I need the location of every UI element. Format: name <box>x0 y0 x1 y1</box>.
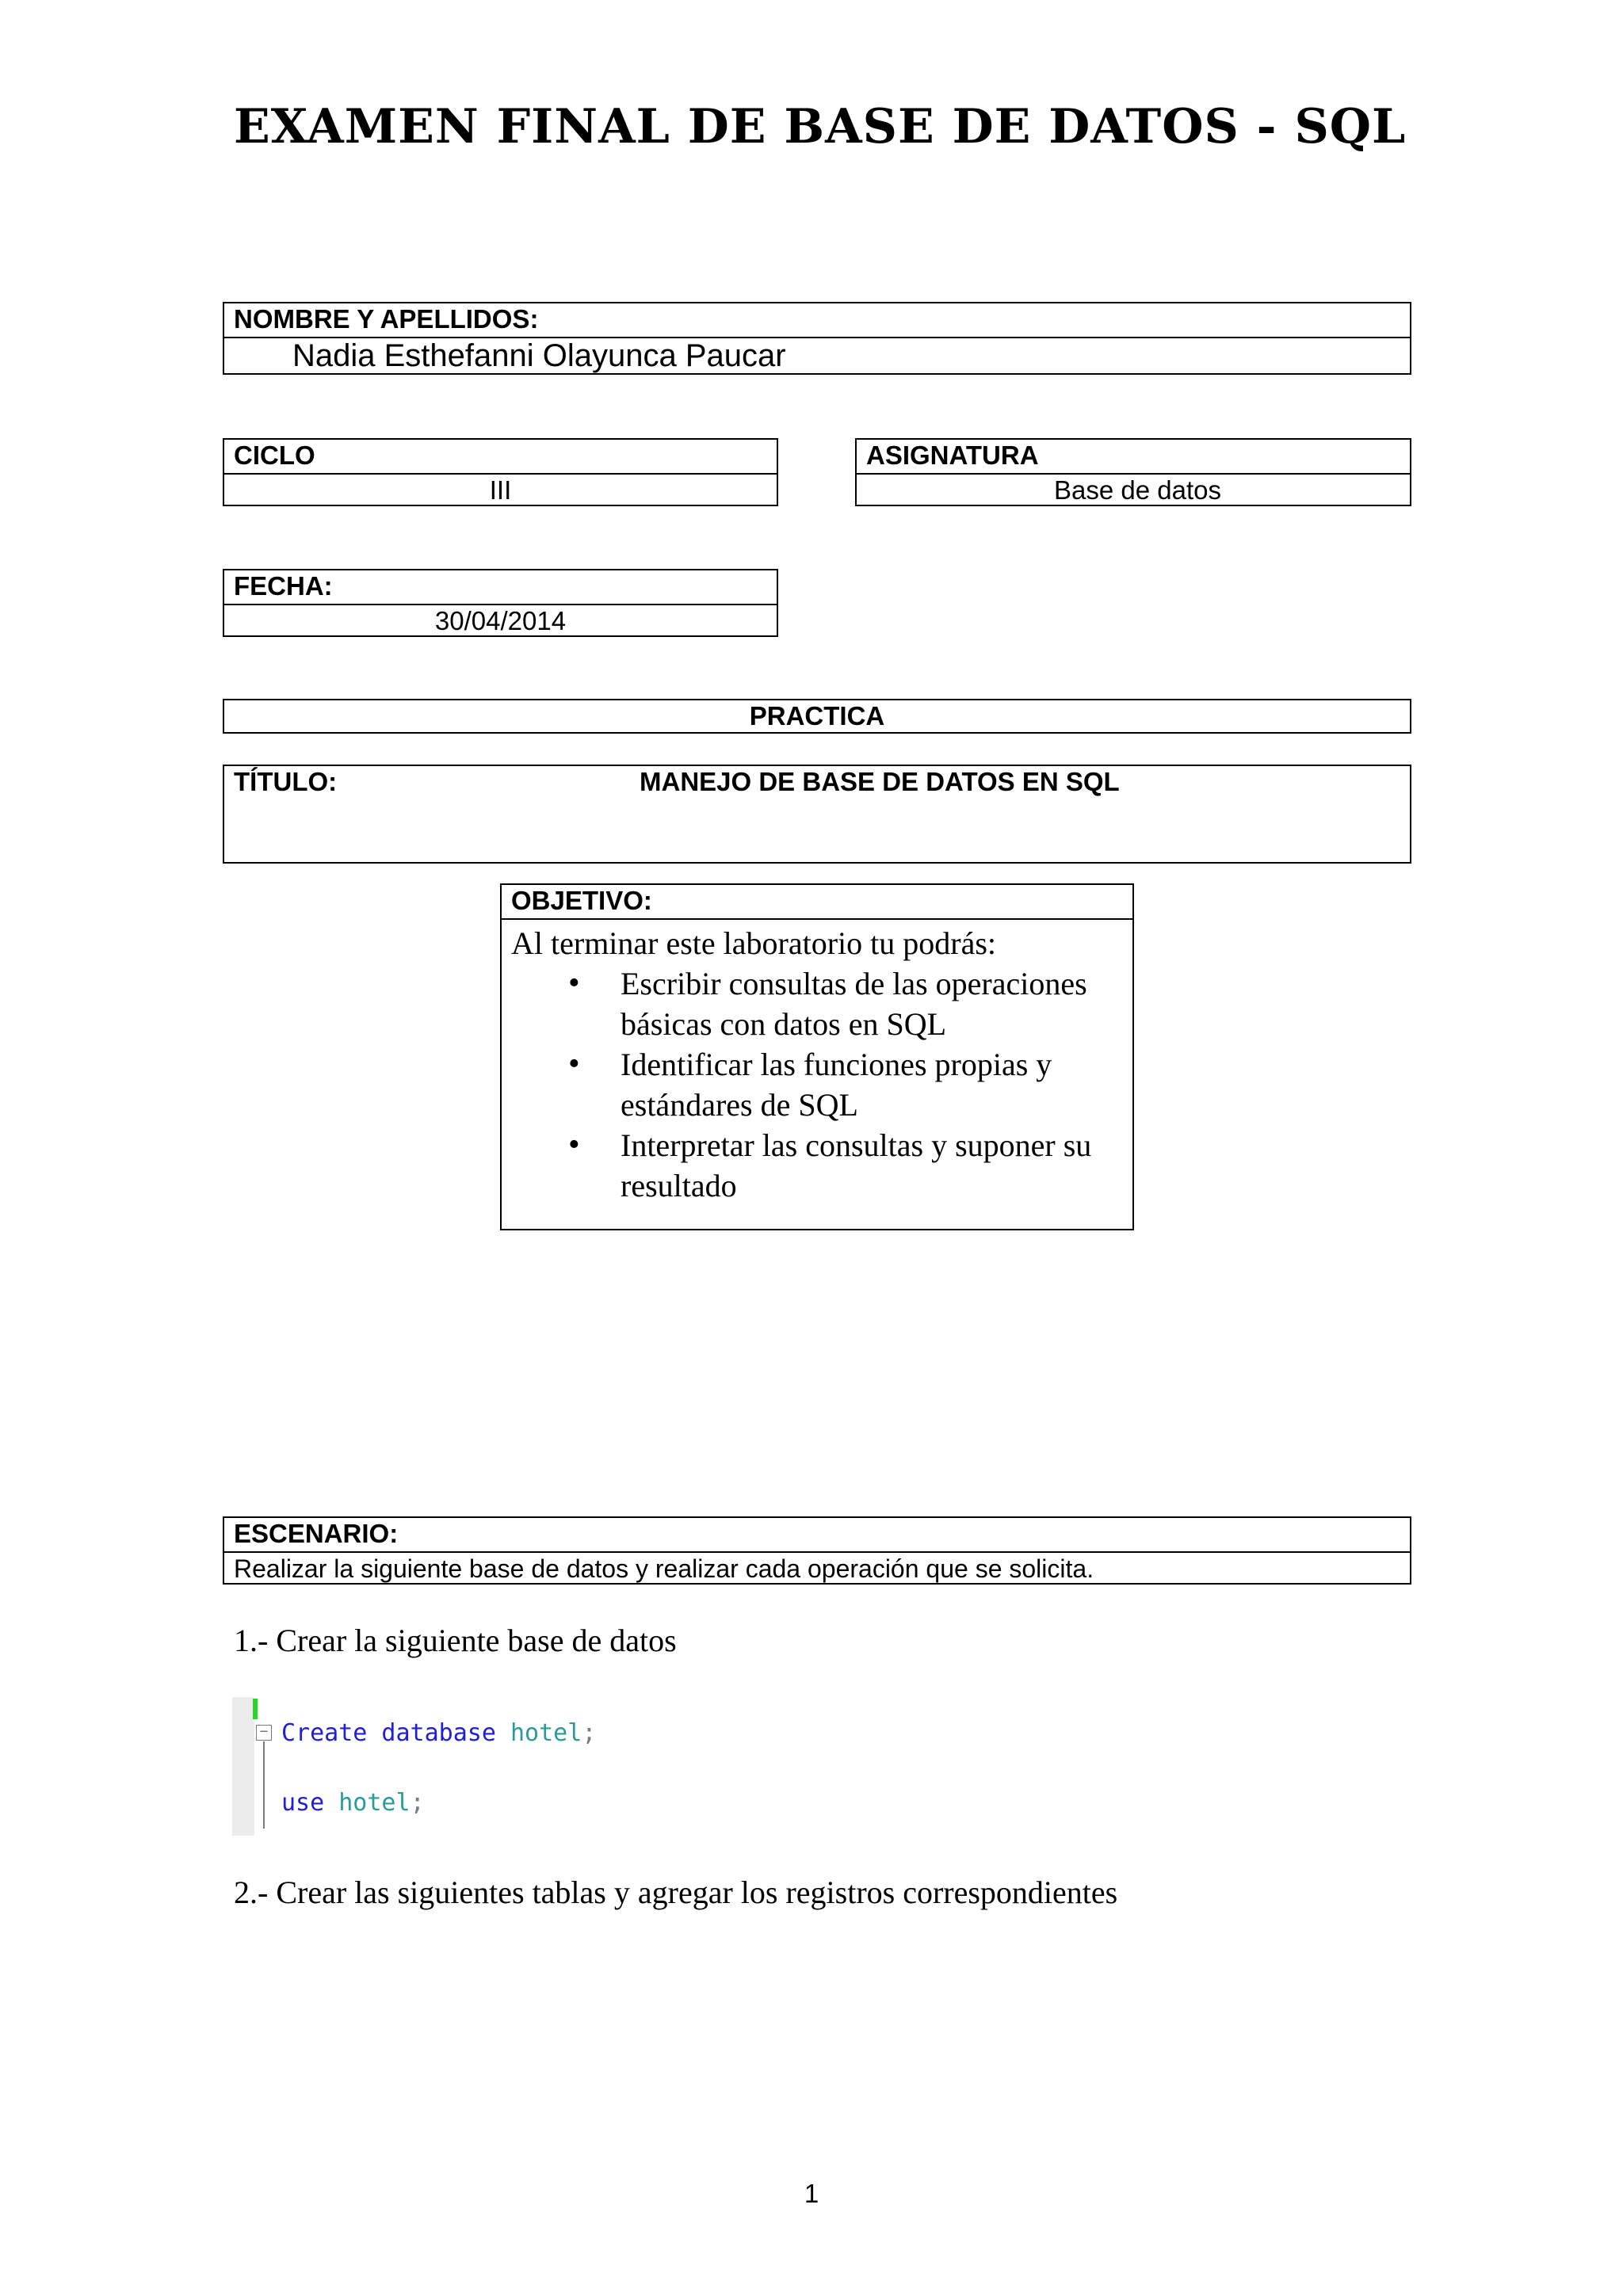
ciclo-box <box>223 438 778 506</box>
practica-label: PRACTICA <box>749 701 885 730</box>
student-name-box <box>223 302 1411 375</box>
escenario-label: ESCENARIO: <box>224 1518 1410 1553</box>
code-line-2 <box>281 1789 425 1817</box>
sql-keyword: use <box>281 1789 325 1817</box>
asignatura-label: ASIGNATURA <box>857 440 1410 475</box>
sql-keyword: Create database <box>281 1719 496 1747</box>
sql-code-snippet <box>232 1697 676 1836</box>
objetivo-label: OBJETIVO: <box>502 885 1132 920</box>
titulo-label: TÍTULO: <box>234 767 338 796</box>
sql-identifier: hotel <box>510 1719 582 1747</box>
sql-semicolon: ; <box>410 1789 425 1817</box>
asignatura-value: Base de datos <box>1054 475 1221 505</box>
ciclo-label: CICLO <box>224 440 777 475</box>
fecha-box <box>223 569 778 637</box>
escenario-box <box>223 1516 1411 1585</box>
objetivo-item: • Identificar las funciones propias y estándares de SQL <box>511 1044 1132 1125</box>
cursor-caret <box>253 1699 258 1719</box>
titulo-row <box>224 766 1410 799</box>
code-gutter <box>232 1697 254 1836</box>
objetivo-body <box>502 920 1132 1206</box>
step-2-text: 2.- Crear las siguientes tablas y agregar los registros correspondientes <box>234 1875 1118 1910</box>
fecha-label: FECHA: <box>224 570 777 605</box>
escenario-value: Realizar la siguiente base de datos y realizar cada operación que se solicita. <box>234 1554 1094 1583</box>
step-1-text: 1.- Crear la siguiente base de datos <box>234 1623 677 1658</box>
code-line-1 <box>281 1719 596 1747</box>
titulo-value: MANEJO DE BASE DE DATOS EN SQL <box>640 767 1120 796</box>
objetivo-intro: Al terminar este laboratorio tu podrás: <box>511 925 997 961</box>
objetivo-item: • Escribir consultas de las operaciones básicas con datos en SQL <box>511 963 1132 1044</box>
page-number: 1 <box>804 2179 819 2208</box>
objetivo-box <box>500 883 1134 1230</box>
objetivo-item: • Interpretar las consultas y suponer su resultado <box>511 1125 1132 1206</box>
document-title: EXAMEN FINAL DE BASE DE DATOS - SQL <box>234 99 1407 154</box>
asignatura-box <box>855 438 1411 506</box>
sql-semicolon: ; <box>582 1719 597 1747</box>
fecha-value: 30/04/2014 <box>434 606 567 635</box>
ciclo-value: III <box>489 475 512 505</box>
student-name-value: Nadia Esthefanni Olayunca Paucar <box>292 338 786 373</box>
sql-identifier: hotel <box>338 1789 411 1817</box>
objetivo-list <box>511 963 1132 1206</box>
practica-box <box>223 699 1411 734</box>
titulo-box <box>223 765 1411 864</box>
fold-guide-line <box>263 1741 265 1829</box>
student-name-label: NOMBRE Y APELLIDOS: <box>224 303 1410 338</box>
collapse-icon[interactable]: − <box>256 1725 272 1741</box>
